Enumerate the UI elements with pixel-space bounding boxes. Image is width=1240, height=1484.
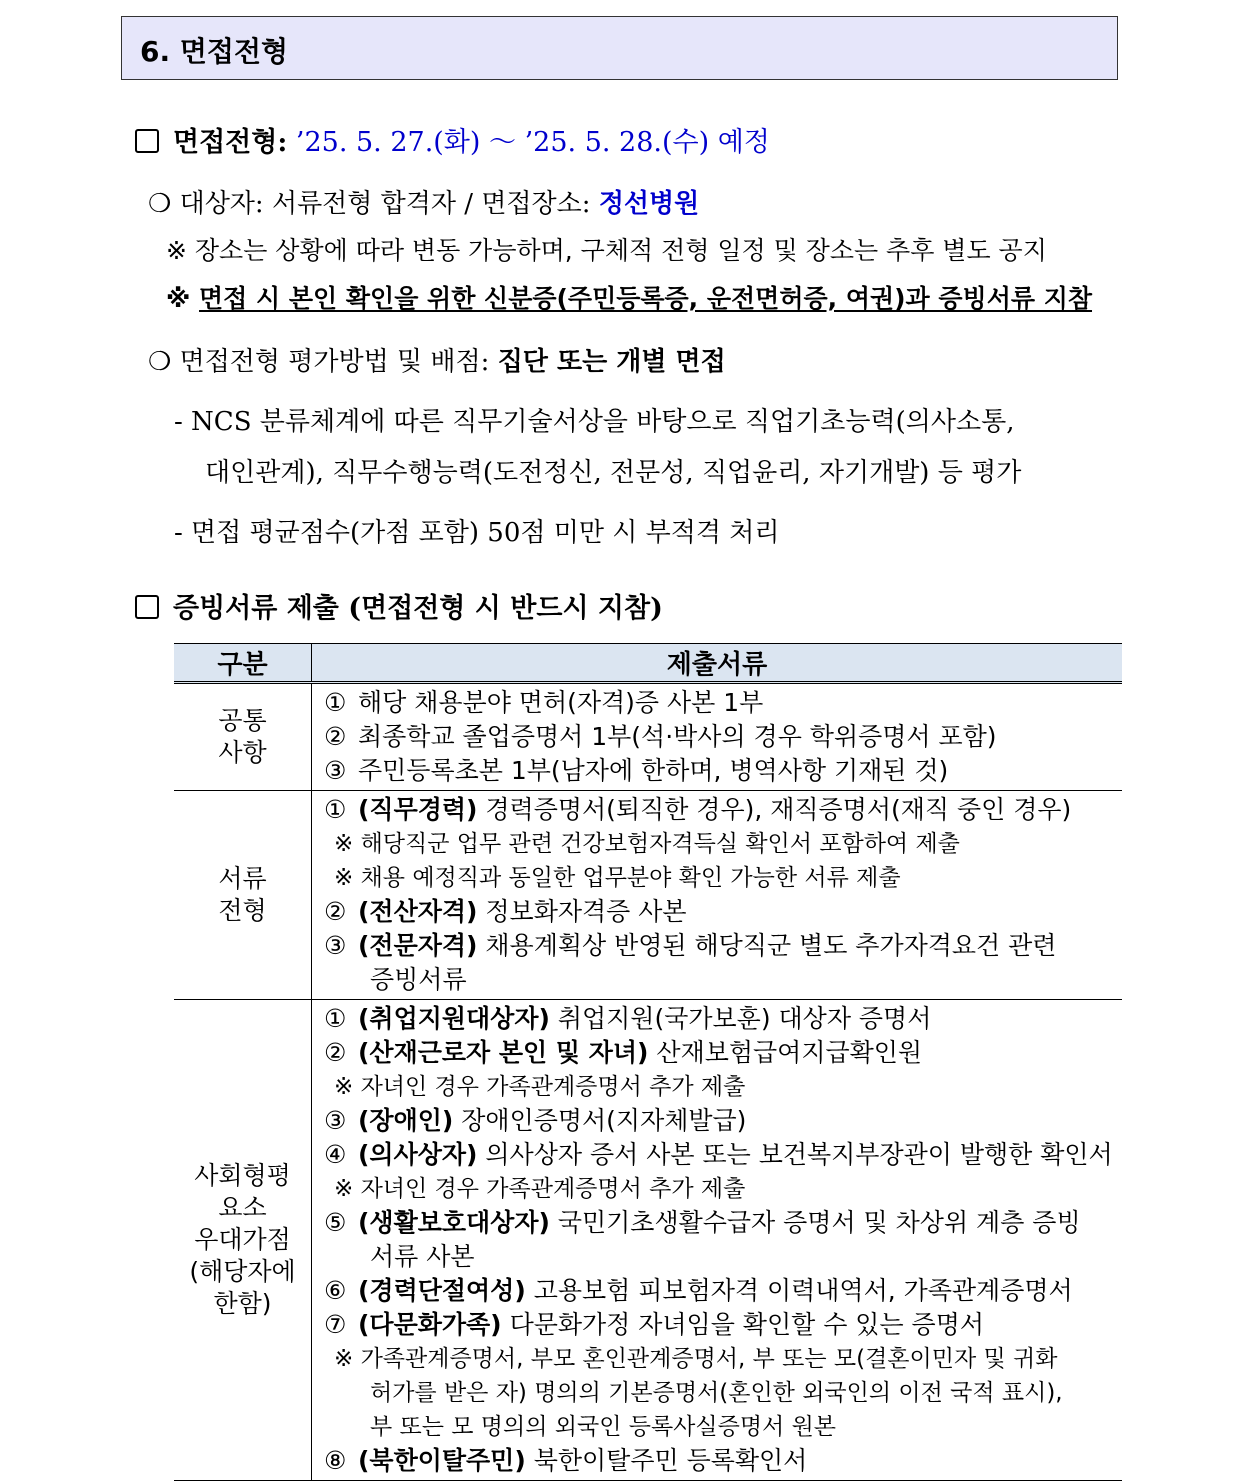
venue-note: ※ 장소는 상황에 따라 변동 가능하며, 구체적 전형 일정 및 장소는 추후 별도 공지 (166, 236, 1047, 265)
item-number: ⑤ (324, 1208, 347, 1237)
circle-bullet-icon: ❍ (148, 189, 172, 219)
interview-dates: ’25. 5. 27.(화) ～ ’25. 5. 28.(수) 예정 (295, 127, 770, 158)
item-category: (전산자격) (358, 897, 478, 926)
item-text: 장애인증명서(지자체발급) (461, 1106, 747, 1135)
item-category: (취업지원대상자) (358, 1004, 550, 1033)
item-text: 다문화가정 자녀임을 확인할 수 있는 증명서 (509, 1310, 984, 1339)
item-category: (생활보호대상자) (358, 1208, 550, 1237)
item-note-continuation: 부 또는 모 명의의 외국인 등록사실증명서 원본 (370, 1414, 837, 1440)
method-value: 집단 또는 개별 면접 (497, 347, 726, 377)
item-number: ⑦ (324, 1310, 347, 1339)
fail-rule: - 면접 평균점수(가점 포함) 50점 미만 시 부적격 처리 (174, 518, 780, 548)
item-note-continuation: 허가를 받은 자) 명의의 기본증명서(혼인한 외국인의 이전 국적 표시), (370, 1380, 1063, 1406)
category-line: 사회형평 (194, 1161, 291, 1190)
method-desc-1: - NCS 분류체계에 따른 직무기술서상을 바탕으로 직업기초능력(의사소통, (174, 407, 1015, 437)
item-text: 주민등록초본 1부(남자에 한하며, 병역사항 기재된 것) (358, 756, 949, 785)
table-header-row (174, 644, 1122, 683)
list-item (324, 1104, 1114, 1138)
category-line: 사항 (218, 738, 267, 767)
target-label: 대상자: 서류전형 합격자 / 면접장소: (179, 189, 591, 219)
item-continuation: 증빙서류 (370, 965, 467, 994)
item-category: (북한이탈주민) (358, 1446, 526, 1475)
category-line: 요소 (218, 1193, 267, 1222)
list-item (324, 1206, 1114, 1240)
list-item (324, 929, 1114, 963)
category-line: 우대가점 (194, 1225, 291, 1254)
method-label: 면접전형 평가방법 및 배점: (179, 347, 490, 377)
item-category: (산재근로자 본인 및 자녀) (358, 1038, 649, 1067)
id-note (166, 279, 1092, 315)
item-text: 채용계획상 반영된 해당직군 별도 추가자격요건 관련 (485, 931, 1057, 960)
item-note: ※ 가족관계증명서, 부모 혼인관계증명서, 부 또는 모(결혼이민자 및 귀화 (334, 1346, 1058, 1372)
category-screening (174, 791, 312, 1000)
documents-table (174, 643, 1122, 1481)
item-category: (경력단절여성) (358, 1276, 526, 1305)
item-text: 고용보험 피보험자격 이력내역서, 가족관계증명서 (533, 1276, 1073, 1305)
table-row-common (174, 683, 1122, 791)
list-item (324, 1002, 1114, 1036)
header-documents: 제출서류 (312, 644, 1123, 683)
item-number: ① (324, 688, 347, 717)
section-title: 6. 면접전형 (140, 35, 289, 68)
item-category: (의사상자) (358, 1140, 478, 1169)
item-number: ③ (324, 931, 347, 960)
list-item (324, 895, 1114, 929)
item-number: ③ (324, 756, 347, 785)
item-number: ② (324, 1038, 347, 1067)
circle-bullet-icon: ❍ (148, 347, 172, 377)
item-number: ④ (324, 1140, 347, 1169)
id-note-text: 면접 시 본인 확인을 위한 신분증(주민등록증, 운전면허증, 여권)과 증빙서류 지참 (199, 284, 1093, 313)
category-line: 한함) (213, 1289, 272, 1318)
table-row-social (174, 1000, 1122, 1481)
method-desc-2: 대인관계), 직무수행능력(도전정신, 전문성, 직업윤리, 자기개발) 등 평가 (205, 458, 1022, 488)
list-item (324, 720, 1114, 754)
item-text: 경력증명서(퇴직한 경우), 재직증명서(재직 중인 경우) (485, 795, 1072, 824)
item-note: ※ 자녀인 경우 가족관계증명서 추가 제출 (334, 1176, 746, 1202)
item-note: ※ 채용 예정직과 동일한 업무분야 확인 가능한 서류 제출 (334, 865, 901, 891)
note-mark: ※ (166, 284, 191, 313)
interview-label: 면접전형: (173, 127, 288, 158)
item-category: (다문화가족) (358, 1310, 502, 1339)
interview-target (148, 183, 699, 220)
item-text: 국민기초생활수급자 증명서 및 차상위 계층 증빙 (557, 1208, 1081, 1237)
category-line: 공통 (218, 706, 267, 735)
item-text: 취업지원(국가보훈) 대상자 증명서 (557, 1004, 932, 1033)
section-header (121, 16, 1118, 80)
item-number: ③ (324, 1106, 347, 1135)
list-item (324, 1036, 1114, 1070)
list-item (324, 754, 1114, 788)
checkbox-icon (135, 129, 159, 153)
list-item (324, 793, 1114, 827)
list-item (324, 1274, 1114, 1308)
interview-method (148, 341, 726, 378)
category-common (174, 683, 312, 791)
item-continuation: 서류 사본 (370, 1242, 475, 1271)
list-item (324, 1138, 1114, 1172)
documents-title: 증빙서류 제출 (면접전형 시 반드시 지참) (173, 593, 663, 624)
item-text: 해당 채용분야 면허(자격)증 사본 1부 (358, 688, 764, 717)
category-line: 서류 (218, 864, 267, 893)
item-category: (전문자격) (358, 931, 478, 960)
list-item (324, 1308, 1114, 1342)
category-line: 전형 (218, 896, 267, 925)
interview-heading (135, 120, 770, 159)
item-number: ② (324, 722, 347, 751)
item-number: ⑥ (324, 1276, 347, 1305)
documents-heading (135, 586, 663, 625)
category-social (174, 1000, 312, 1481)
item-category: (직무경력) (358, 795, 478, 824)
item-text: 북한이탈주민 등록확인서 (533, 1446, 808, 1475)
documents-common (312, 683, 1123, 791)
documents-screening (312, 791, 1123, 1000)
venue: 정선병원 (598, 189, 700, 219)
item-number: ① (324, 1004, 347, 1033)
item-category: (장애인) (358, 1106, 454, 1135)
item-text: 의사상자 증서 사본 또는 보건복지부장관이 발행한 확인서 (485, 1140, 1113, 1169)
table-row-screening (174, 791, 1122, 1000)
list-item (324, 686, 1114, 720)
category-line: (해당자에 (189, 1257, 296, 1286)
item-text: 정보화자격증 사본 (485, 897, 687, 926)
documents-social (312, 1000, 1123, 1481)
header-category: 구분 (174, 644, 312, 683)
item-note: ※ 자녀인 경우 가족관계증명서 추가 제출 (334, 1074, 746, 1100)
list-item (324, 1444, 1114, 1478)
item-number: ⑧ (324, 1446, 347, 1475)
item-number: ② (324, 897, 347, 926)
item-note: ※ 해당직군 업무 관련 건강보험자격득실 확인서 포함하여 제출 (334, 831, 960, 857)
item-number: ① (324, 795, 347, 824)
item-text: 산재보험급여지급확인원 (656, 1038, 923, 1067)
checkbox-icon (135, 595, 159, 619)
item-text: 최종학교 졸업증명서 1부(석·박사의 경우 학위증명서 포함) (358, 722, 997, 751)
